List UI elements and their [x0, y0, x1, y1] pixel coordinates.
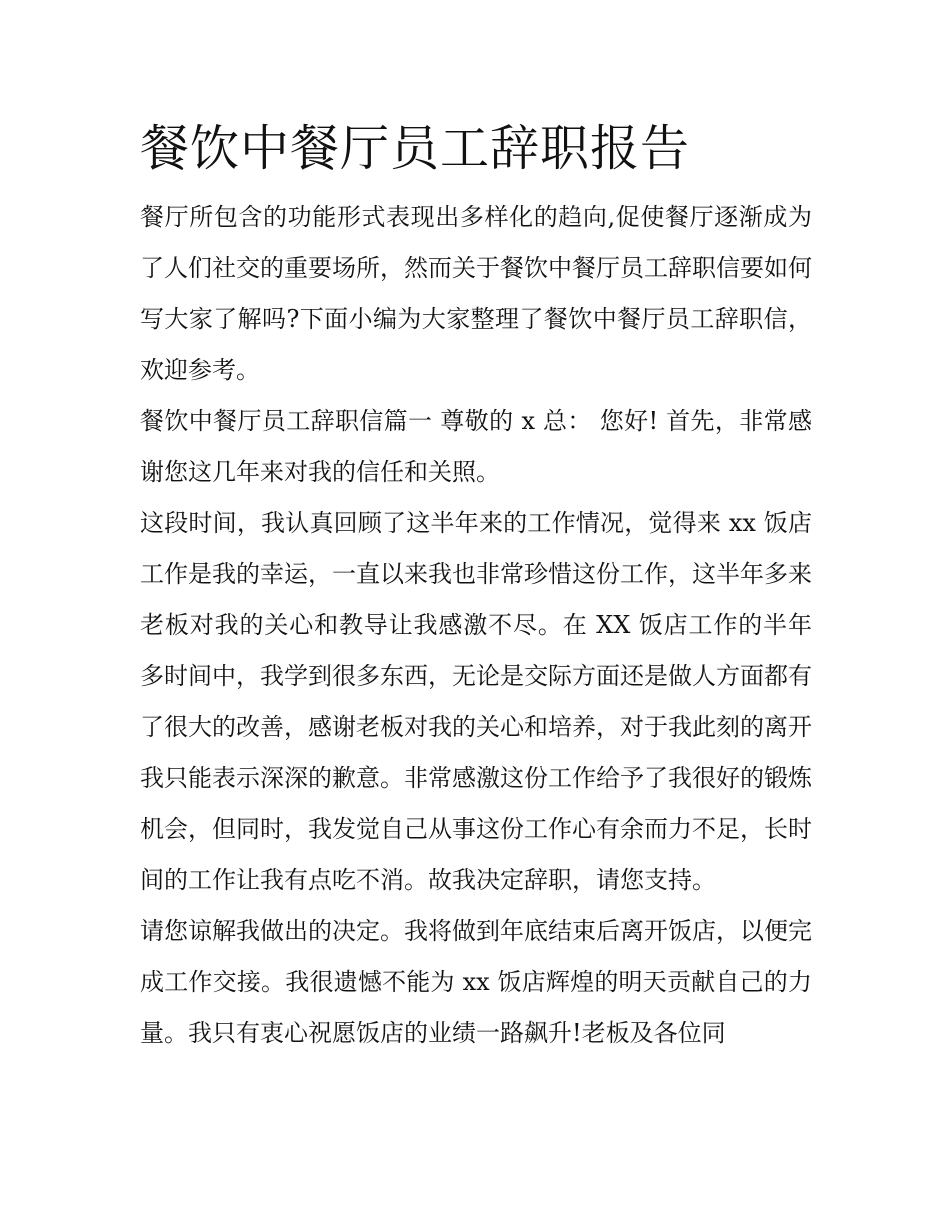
document-title: 餐饮中餐厅员工辞职报告: [140, 120, 691, 177]
document-body: [140, 192, 812, 1059]
paragraph-decision: 请您谅解我做出的决定。我将做到年底结束后离开饭店，以便完成工作交接。我很遗憾不能为 xx 饭店辉煌的明天贡献自己的力量。我只有衷心祝愿饭店的业绩一路飙升!老板及各位同: [140, 917, 812, 1047]
paragraph-greeting: 餐饮中餐厅员工辞职信篇一 尊敬的 x 总： 您好! 首先，非常感谢您这几年来对我的信任和关照。: [140, 407, 812, 486]
paragraph-intro: 餐厅所包含的功能形式表现出多样化的趋向,促使餐厅逐渐成为了人们社交的重要场所，然而关于餐饮中餐厅员工辞职信要如何写大家了解吗?下面小编为大家整理了餐饮中餐厅员工辞职信，欢迎参考。: [140, 203, 812, 384]
document-page: [140, 118, 812, 1059]
paragraph-reflection: 这段时间，我认真回顾了这半年来的工作情况，觉得来 xx 饭店工作是我的幸运，一直以来我也非常珍惜这份工作，这半年多来老板对我的关心和教导让我感激不尽。在 XX 饭店工作的半年多时间中，我学到很多东西，无论是交际方面还是做人方面都有了很大的改善，感谢老板对我的关心和培养，对于我此刻的离开我只能表示深深的歉意。非常感激这份工作给予了我很好的锻炼机会，但同时，我发觉自己从事这份工作心有余而力不足，长时间的工作让我有点吃不消。故我决定辞职，请您支持。: [140, 509, 812, 894]
